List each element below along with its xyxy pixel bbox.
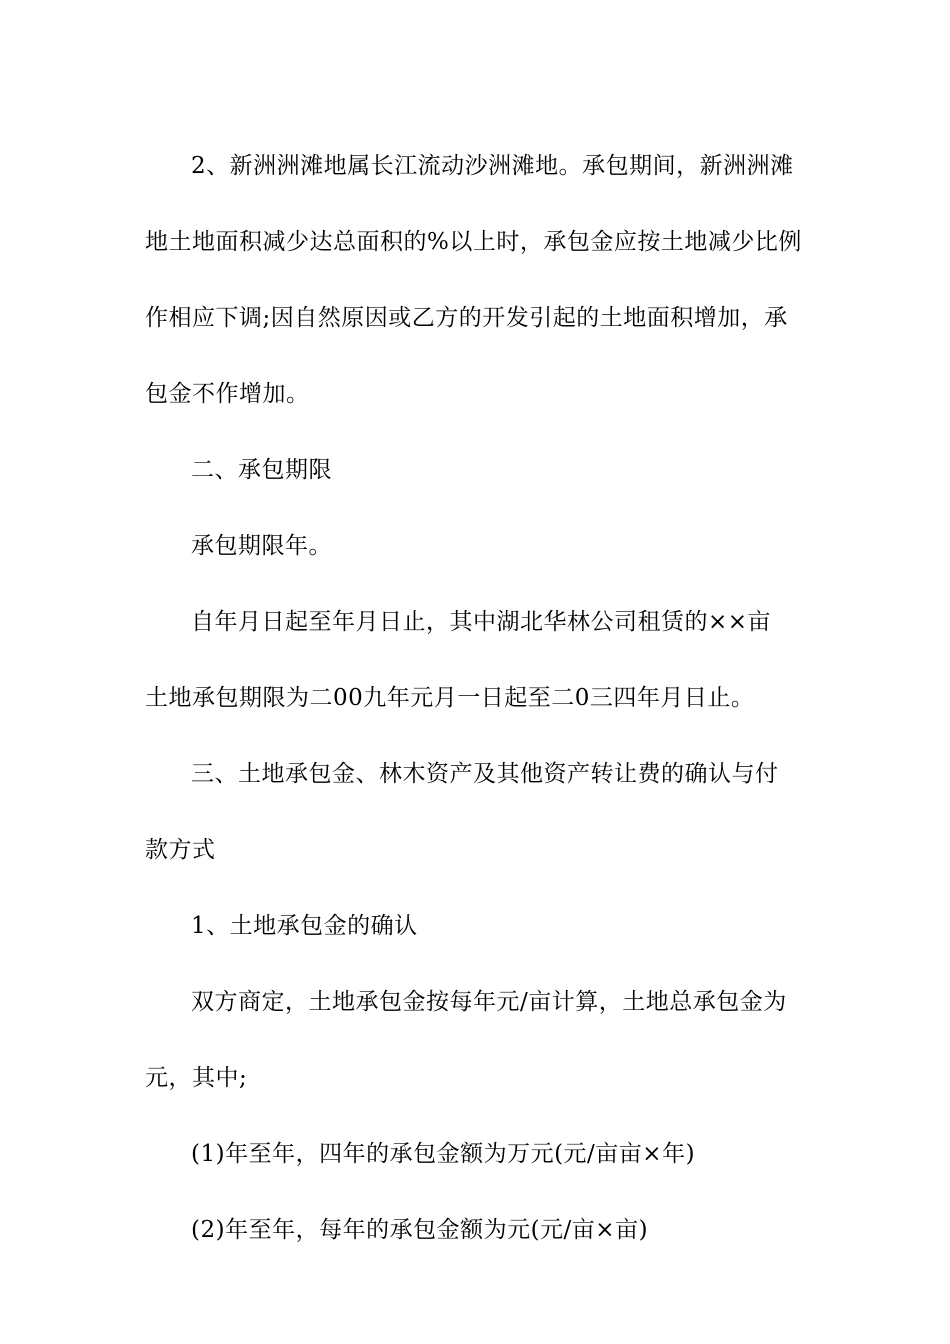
paragraph-fee-agreement bbox=[145, 964, 810, 1116]
document-body bbox=[145, 128, 810, 1268]
text-line: 元，其中; bbox=[145, 1065, 248, 1091]
paragraph-term-dates bbox=[145, 584, 810, 736]
text-line: 款方式 bbox=[145, 837, 216, 863]
text-line: 双方商定，土地承包金按每年元/亩计算，土地总承包金为 bbox=[191, 989, 787, 1015]
section-heading-contract-term bbox=[145, 432, 810, 508]
text-line: 承包期限年。 bbox=[191, 533, 332, 559]
section-heading-fees-and-payment bbox=[145, 736, 810, 888]
text-line: 2、新洲洲滩地属长江流动沙洲滩地。承包期间，新洲洲滩 bbox=[191, 153, 794, 179]
subheading-fee-confirmation bbox=[145, 888, 810, 964]
text-line: 三、土地承包金、林木资产及其他资产转让费的确认与付 bbox=[191, 761, 779, 787]
text-line: (2)年至年，每年的承包金额为元(元/亩×亩) bbox=[191, 1217, 649, 1243]
text-line: (1)年至年，四年的承包金额为万元(元/亩亩×年) bbox=[191, 1141, 696, 1167]
list-item-fee-period-2 bbox=[145, 1192, 810, 1268]
list-item-fee-period-1 bbox=[145, 1116, 810, 1192]
text-line: 1、土地承包金的确认 bbox=[191, 913, 418, 939]
text-line: 自年月日起至年月日止，其中湖北华林公司租赁的××亩 bbox=[191, 609, 772, 635]
paragraph-land-area-clause bbox=[145, 128, 810, 432]
text-line: 包金不作增加。 bbox=[145, 381, 310, 407]
text-line: 二、承包期限 bbox=[191, 457, 332, 483]
text-line: 作相应下调;因自然原因或乙方的开发引起的土地面积增加，承 bbox=[145, 305, 788, 331]
text-line: 土地承包期限为二00九年元月一日起至二0三四年月日止。 bbox=[145, 685, 755, 711]
text-line: 地土地面积减少达总面积的%以上时，承包金应按土地减少比例 bbox=[145, 229, 802, 255]
paragraph-term-years bbox=[145, 508, 810, 584]
